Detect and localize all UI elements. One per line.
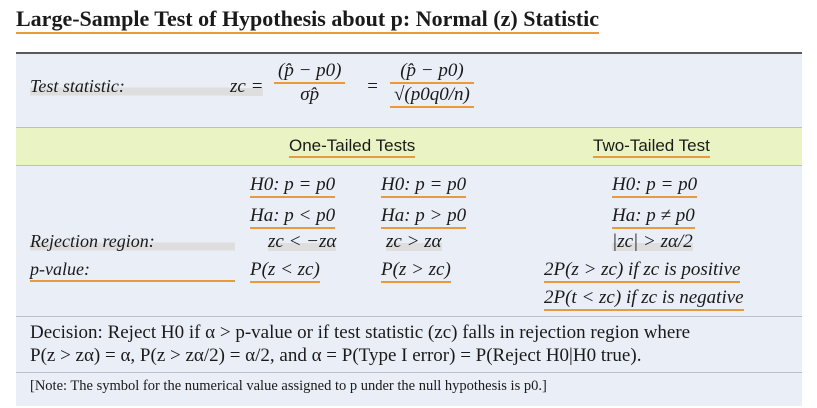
rejection-region-label: Rejection region: xyxy=(30,231,235,252)
divider xyxy=(16,316,802,317)
decision-line-1: Decision: Reject H0 if α > p-value or if test statistic (zc) falls in rejection region where xyxy=(30,322,691,343)
fraction-2 xyxy=(390,60,474,108)
fraction-2-denominator: √(p0q0/n) xyxy=(390,84,474,108)
rejection-upper: zc > zα xyxy=(386,231,442,252)
one-tailed-header: One-Tailed Tests xyxy=(289,136,415,158)
equals-sign: = xyxy=(366,76,379,97)
divider xyxy=(16,127,802,128)
p-value-upper: P(z > zc) xyxy=(381,259,451,283)
ha-upper: Ha: p > p0 xyxy=(381,205,466,229)
test-statistic-lhs: zc = xyxy=(230,76,264,97)
two-tailed-header: Two-Tailed Test xyxy=(593,136,710,158)
fraction-1-denominator: σp̂ xyxy=(300,84,320,105)
ha-two-tailed: Ha: p ≠ p0 xyxy=(612,205,695,229)
h0-upper: H0: p = p0 xyxy=(381,174,466,198)
fraction-1 xyxy=(274,60,345,106)
p-value-label: p-value: xyxy=(30,259,235,282)
fraction-2-numerator: (p̂ − p0) xyxy=(390,60,474,84)
test-statistic-label: Test statistic: xyxy=(30,76,230,97)
decision-text xyxy=(30,321,690,367)
fraction-1-numerator: (p̂ − p0) xyxy=(274,60,345,84)
p-value-lower: P(z < zc) xyxy=(250,259,320,283)
ha-lower: Ha: p < p0 xyxy=(250,205,335,229)
page-title: Large-Sample Test of Hypothesis about p: Normal (z) Statistic xyxy=(16,6,599,34)
rejection-two-tailed: |zc| > zα/2 xyxy=(612,231,693,252)
footnote: [Note: The symbol for the numerical value assigned to p under the null hypothesis is p0.] xyxy=(30,378,547,394)
h0-lower: H0: p = p0 xyxy=(250,174,335,198)
p-value-two-tailed-positive: 2P(z > zc) if zc is positive xyxy=(544,259,740,283)
divider xyxy=(16,165,802,166)
h0-two-tailed: H0: p = p0 xyxy=(612,174,697,198)
rejection-lower: zc < −zα xyxy=(268,231,337,252)
p-value-two-tailed-negative: 2P(t < zc) if zc is negative xyxy=(544,287,744,311)
divider xyxy=(16,372,802,373)
decision-line-2: P(z > zα) = α, P(z > zα/2) = α/2, and α = P(Type I error) = P(Reject H0|H0 true). xyxy=(30,345,642,366)
